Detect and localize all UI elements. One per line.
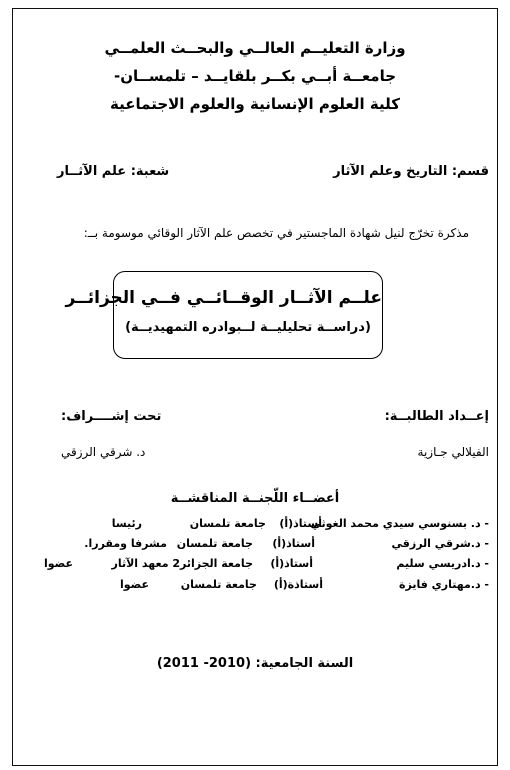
member-rank: أستاذ(أ) [270,557,313,570]
supervisor-name: د. شرقي الرزقي [61,445,146,459]
member-institution: جامعة تلمسان [176,537,253,550]
student-name: الفيلالي جـازية [417,445,489,459]
committee-heading: أعضــاء اللّجنــة المناقشــة [170,491,340,506]
document-page [12,8,498,766]
member-name: - د.ادريسي سليم [396,557,489,570]
member-institution: جامعة تلمسان [189,517,266,530]
member-role: رئيسا [111,517,142,530]
academic-year: السنة الجامعية: (2010- 2011) [156,656,354,671]
supervision-label: تحت إشــــراف: [61,409,162,424]
faculty-line: كلية العلوم الإنسانية والعلوم الاجتماعية [110,95,400,113]
member-role: عضوا [43,557,73,570]
member-name: - د. بسنوسي سيدي محمد الغوثي [310,517,489,530]
thesis-subtitle: (دراســة تحليليــة لــبوادره التمهيديــة) [125,320,371,335]
branch-label: شعبة: علم الآثــار [57,164,170,179]
title-box [65,271,383,359]
member-rank: أستاذ(أ) [279,517,322,530]
thesis-title: علــم الآثــار الوقــائــي فــي الجزائــر [65,288,382,308]
member-institution: جامعة تلمسان [180,578,257,591]
member-role: مشرفا ومقررا. [84,537,167,550]
department-label: قسم: التاريخ وعلم الآثار [333,164,489,179]
university-line: جامعــة أبــي بكــر بلقايــد – تلمســان- [113,67,397,85]
prepared-by-label: إعــداد الطالبــة: [384,409,489,424]
member-rank: أستاذ(أ) [272,537,315,550]
member-name: - د.شرقي الرزقي [391,537,489,550]
intro-text: مذكرة تخرّج لنيل شهادة الماجستير في تخصص علم الآثار الوقائي موسومة بــ: [83,226,469,240]
member-name: - د.مهتاري فايزة [399,578,489,591]
member-role: عضوا [119,578,149,591]
ministry-line: وزارة التعليــم العالــي والبحــث العلمــي [104,39,406,57]
member-institution: جامعة الجزائر2 معهد الآثار [111,557,253,570]
member-rank: أستاذة(أ) [273,578,323,591]
